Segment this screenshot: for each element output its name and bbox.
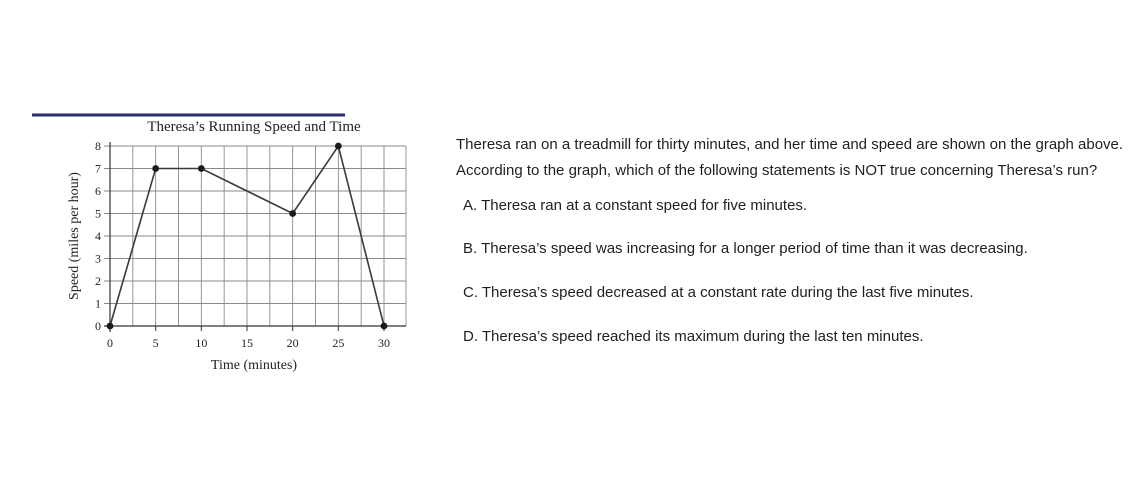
- data-point: [381, 323, 388, 330]
- y-tick-label: 7: [95, 161, 101, 176]
- data-point: [107, 323, 114, 330]
- x-tick-label: 0: [107, 336, 113, 350]
- question-panel: [456, 132, 1126, 344]
- x-tick-label: 10: [195, 336, 208, 350]
- x-tick-label: 30: [378, 336, 390, 350]
- chart-panel: [0, 0, 430, 500]
- y-axis-label: Speed (miles per hour): [67, 172, 82, 300]
- y-tick-label: 2: [95, 274, 101, 288]
- y-tick-label: 6: [95, 184, 101, 198]
- x-axis-label: Time (minutes): [210, 358, 298, 373]
- answer-option-d[interactable]: D. Theresa’s speed reached its maximum during the last ten minutes.: [463, 328, 924, 345]
- y-tick-label: 0: [95, 319, 101, 333]
- x-tick-label: 15: [241, 336, 253, 350]
- x-tick-label: 5: [152, 336, 159, 350]
- data-point: [198, 165, 205, 172]
- answer-option-c[interactable]: C. Theresa’s speed decreased at a constant rate during the last five minutes.: [463, 284, 974, 301]
- question-prompt: Theresa ran on a treadmill for thirty minutes, and her time and speed are shown on the graph above. According to the graph, which of the following statements is NOT true concerning Theresa’s run?: [456, 136, 1124, 179]
- y-tick-label: 5: [95, 206, 101, 221]
- x-tick-label: 25: [332, 336, 345, 350]
- x-tick-label: 20: [286, 336, 299, 350]
- answer-option-a[interactable]: A. Theresa ran at a constant speed for five minutes.: [463, 197, 808, 214]
- chart-title: Theresa’s Running Speed and Time: [147, 119, 361, 135]
- y-tick-label: 1: [95, 296, 101, 311]
- data-point: [152, 165, 159, 172]
- y-tick-label: 8: [95, 139, 101, 153]
- answer-option-b[interactable]: B. Theresa’s speed was increasing for a longer period of time than it was decreasing.: [463, 240, 1028, 257]
- speed-time-chart: [0, 0, 430, 500]
- data-point: [335, 143, 342, 150]
- y-tick-label: 3: [95, 251, 101, 266]
- y-tick-label: 4: [95, 229, 101, 243]
- data-point: [289, 210, 296, 217]
